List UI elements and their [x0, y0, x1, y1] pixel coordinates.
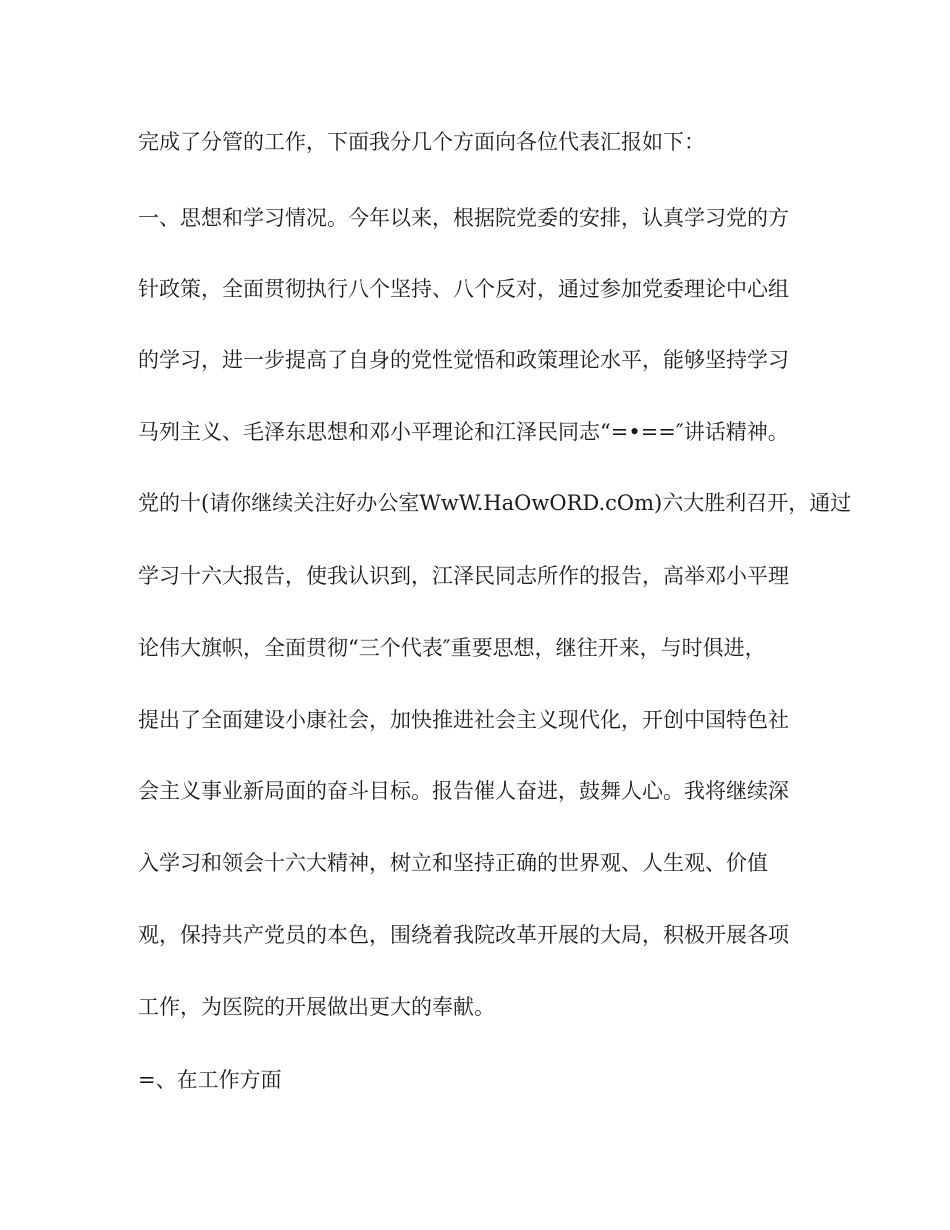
paragraph-line: 党的十(请你继续关注好办公室WwW.HaOwORD.cOm)六大胜利召开，通过 [138, 491, 852, 515]
section-heading-work: =、在工作方面 [138, 1068, 282, 1092]
section-heading-thought-and-study: 一、思想和学习情况。今年以来，根据院党委的安排，认真学习党的方 [138, 206, 789, 230]
paragraph-line: 针政策，全面贯彻执行八个坚持、八个反对，通过参加党委理论中心组 [138, 277, 789, 301]
paragraph-line: 会主义事业新局面的奋斗目标。报告催人奋进，鼓舞人心。我将继续深 [138, 779, 789, 803]
paragraph-line: 的学习，进一步提高了自身的党性觉悟和政策理论水平，能够坚持学习 [138, 348, 789, 372]
paragraph-line: 马列主义、毛泽东思想和邓小平理论和江泽民同志“=•==″讲话精神。 [138, 420, 789, 444]
paragraph-line: 完成了分管的工作，下面我分几个方面向各位代表汇报如下： [138, 130, 705, 154]
paragraph-line: 学习十六大报告，使我认识到，江泽民同志所作的报告，高举邓小平理 [138, 564, 789, 588]
paragraph-line: 工作，为医院的开展做出更大的奉献。 [138, 995, 495, 1019]
paragraph-line: 观，保持共产党员的本色，围绕着我院改革开展的大局，积极开展各项 [138, 923, 789, 947]
paragraph-line: 入学习和领会十六大精神，树立和坚持正确的世界观、人生观、价值 [138, 851, 768, 875]
paragraph-line: 论伟大旗帜，全面贯彻“三个代表″重要思想，继往开来，与时俱进， [138, 636, 766, 660]
paragraph-line: 提出了全面建设小康社会，加快推进社会主义现代化，开创中国特色社 [138, 708, 789, 732]
